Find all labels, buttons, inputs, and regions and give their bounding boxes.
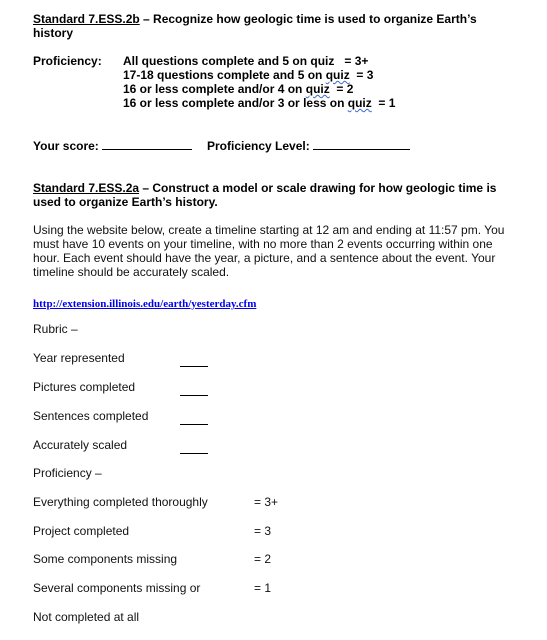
standard-1-title: – Recognize how geologic time is used to organize Earth’s — [139, 12, 477, 26]
your-score-label: Your score: — [33, 138, 192, 153]
proficiency-line-4: 16 or less complete and/or 3 or less on quiz = 1 — [123, 96, 396, 110]
proficiency-label: Proficiency: — [33, 54, 102, 68]
proficiency-2-item-label: Some components missing — [33, 552, 178, 566]
rubric-item-year: Year represented — [33, 351, 125, 365]
standard-2-title-cont: used to organize Earth’s history. — [33, 195, 218, 209]
rubric-item-sentences: Sentences completed — [33, 409, 149, 423]
rubric-heading: Rubric – — [33, 322, 78, 336]
rubric-blank-scaled[interactable] — [180, 441, 208, 459]
proficiency-2-item-value: = 1 — [254, 581, 272, 595]
proficiency-level-blank[interactable] — [313, 138, 410, 150]
proficiency-2-item-value: = 3 — [254, 524, 272, 538]
proficiency-line-2: 17-18 questions complete and 5 on quiz = 3 — [123, 68, 374, 82]
your-score-blank[interactable] — [102, 138, 192, 150]
proficiency-2-item-value: = 2 — [254, 552, 272, 566]
standard-2-heading — [33, 181, 496, 195]
resource-link[interactable]: http://extension.illinois.edu/earth/yesterday.cfm — [33, 298, 257, 310]
rubric-blank-pictures[interactable] — [180, 383, 208, 401]
proficiency-2-item-value: = 3+ — [254, 495, 279, 509]
proficiency-line-1: All questions complete and 5 on quiz = 3+ — [123, 54, 369, 68]
proficiency-2-item-label: Project completed — [33, 524, 130, 538]
proficiency-level-label: Proficiency Level: — [207, 138, 410, 153]
proficiency-2-item-label: Everything completed thoroughly — [33, 495, 208, 509]
rubric-blank-year[interactable] — [180, 354, 208, 372]
standard-2-code: Standard 7.ESS.2a — [33, 181, 140, 195]
rubric-item-scaled: Accurately scaled — [33, 438, 128, 452]
instructions-paragraph: Using the website below, create a timeline starting at 12 am and ending at 11:57 pm. You must have 10 events on your timeline, with no more than 2 events occurring within one hour. Each event should have the year, a picture, and a sentence about the event. Your timeline should be accurately scaled. — [33, 223, 505, 279]
proficiency-2-heading: Proficiency – — [33, 466, 102, 480]
proficiency-2-item-label: Several components missing or — [33, 581, 201, 595]
standard-1-title-cont: history — [33, 26, 74, 40]
standard-2-title: – Construct a model or scale drawing for how geologic time is — [139, 181, 497, 195]
standard-1-code: Standard 7.ESS.2b — [33, 12, 140, 26]
rubric-blank-sentences[interactable] — [180, 412, 208, 430]
standard-1-heading — [33, 12, 477, 26]
rubric-item-pictures: Pictures completed — [33, 380, 136, 394]
proficiency-2-item-label: Not completed at all — [33, 610, 140, 624]
proficiency-line-3: 16 or less complete and/or 4 on quiz = 2 — [123, 82, 354, 96]
